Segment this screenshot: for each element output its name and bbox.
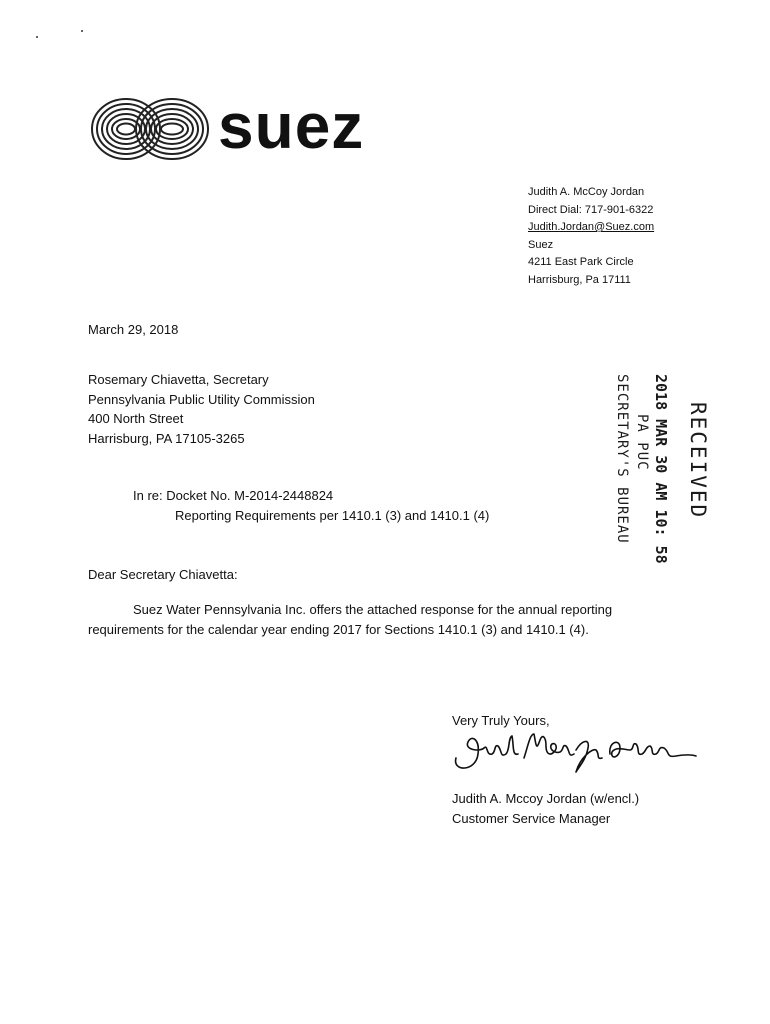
- salutation: Dear Secretary Chiavetta:: [88, 567, 238, 582]
- recipient-block: [88, 370, 315, 448]
- signatory-block: [452, 789, 639, 829]
- signatory-title: Customer Service Manager: [452, 811, 611, 826]
- recipient-organization: Pennsylvania Public Utility Commission: [88, 391, 315, 407]
- sender-company: Suez: [528, 238, 554, 251]
- closing: Very Truly Yours,: [452, 713, 550, 728]
- scan-speck: [81, 30, 83, 32]
- docket-line: In re: Docket No. M-2014-2448824: [133, 488, 334, 503]
- stamp-received: RECEIVED: [686, 402, 710, 520]
- body-line-2: requirements for the calendar year ending 2017 for Sections 1410.1 (3) and 1410.1 (4).: [88, 622, 589, 637]
- received-stamp: [592, 374, 712, 564]
- logo-wordmark: suez: [218, 90, 365, 162]
- body-line-1: Suez Water Pennsylvania Inc. offers the attached response for the annual reporting: [133, 602, 613, 617]
- sender-email-link[interactable]: Judith.Jordan@Suez.com: [528, 221, 655, 233]
- recipient-name: Rosemary Chiavetta, Secretary: [88, 372, 269, 387]
- reference-block: [133, 486, 489, 526]
- sender-name: Judith A. McCoy Jordan: [528, 186, 645, 198]
- letter-date: March 29, 2018: [88, 322, 179, 337]
- subject-line: Reporting Requirements per 1410.1 (3) and 1410.1 (4): [175, 508, 490, 523]
- suez-logo-icon: [88, 96, 212, 162]
- sender-phone: Direct Dial: 717-901-6322: [528, 203, 654, 216]
- signatory-name: Judith A. Mccoy Jordan (w/encl.): [452, 791, 640, 806]
- body-paragraph: [88, 600, 663, 640]
- recipient-street: 400 North Street: [88, 411, 184, 426]
- stamp-office-pa-puc: PA PUC: [634, 414, 650, 471]
- sender-address-line2: Harrisburg, Pa 17111: [528, 273, 631, 286]
- stamp-office-bureau: SECRETARY'S BUREAU: [614, 374, 630, 544]
- handwritten-signature: [450, 728, 700, 776]
- scan-speck: [36, 36, 38, 38]
- sender-block: [528, 184, 654, 289]
- sender-address-line1: 4211 East Park Circle: [528, 256, 634, 268]
- stamp-datetime: 2018 MAR 30 AM 10: 58: [652, 374, 670, 564]
- recipient-city: Harrisburg, PA 17105-3265: [88, 430, 245, 446]
